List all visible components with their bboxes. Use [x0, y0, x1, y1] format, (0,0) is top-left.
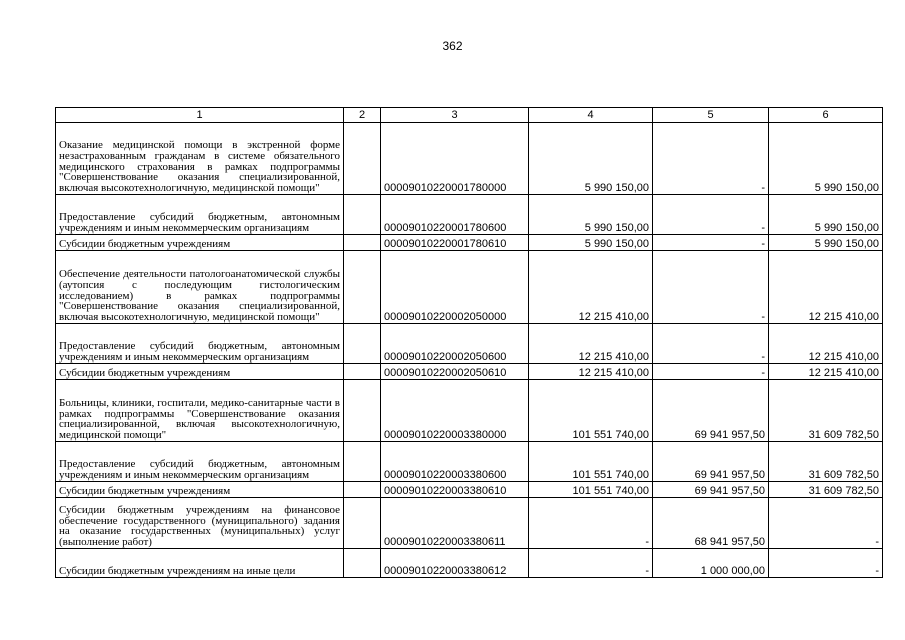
header-col-3: 3 [381, 108, 529, 123]
row-name: Субсидии бюджетным учреждениям [56, 235, 344, 251]
row-col6: 31 609 782,50 [769, 482, 883, 498]
row-col4: 12 215 410,00 [529, 324, 653, 364]
row-name: Предоставление субсидий бюджетным, автономным учреждениям и иным некоммерческим организациям [56, 442, 344, 482]
row-col2 [344, 251, 381, 324]
row-col6: 5 990 150,00 [769, 235, 883, 251]
row-name: Субсидии бюджетным учреждениям на иные цели [56, 549, 344, 578]
row-col6: 31 609 782,50 [769, 442, 883, 482]
row-col4: 101 551 740,00 [529, 442, 653, 482]
row-col6: - [769, 549, 883, 578]
row-col6: 12 215 410,00 [769, 364, 883, 380]
row-col5: 69 941 957,50 [653, 482, 769, 498]
row-code: 00009010220002050610 [381, 364, 529, 380]
row-code: 00009010220003380612 [381, 549, 529, 578]
row-col4: 5 990 150,00 [529, 235, 653, 251]
row-name: Субсидии бюджетным учреждениям [56, 364, 344, 380]
row-col5: - [653, 324, 769, 364]
row-col4: - [529, 549, 653, 578]
table-row [56, 442, 883, 482]
row-code: 00009010220002050000 [381, 251, 529, 324]
row-code: 00009010220001780600 [381, 195, 529, 235]
row-col6: 12 215 410,00 [769, 324, 883, 364]
row-name: Оказание медицинской помощи в экстренной форме незастрахованным гражданам в системе обязательного медицинского страхования в рамках подпрограммы "Совершенствование оказания специализированной, включая высокотехнологичную, медицинской помощи" [56, 123, 344, 195]
row-code: 00009010220003380611 [381, 498, 529, 549]
row-col6: 31 609 782,50 [769, 380, 883, 442]
table-row [56, 364, 883, 380]
row-col2 [344, 195, 381, 235]
row-col5: 68 941 957,50 [653, 498, 769, 549]
row-name: Предоставление субсидий бюджетным, автономным учреждениям и иным некоммерческим организациям [56, 324, 344, 364]
row-col2 [344, 123, 381, 195]
row-col2 [344, 235, 381, 251]
row-col2 [344, 442, 381, 482]
row-name: Предоставление субсидий бюджетным, автономным учреждениям и иным некоммерческим организациям [56, 195, 344, 235]
header-col-6: 6 [769, 108, 883, 123]
header-col-4: 4 [529, 108, 653, 123]
row-col5: 69 941 957,50 [653, 380, 769, 442]
table-header-row [56, 108, 883, 123]
row-col4: 101 551 740,00 [529, 380, 653, 442]
row-col6: 5 990 150,00 [769, 123, 883, 195]
row-col2 [344, 549, 381, 578]
row-name: Больницы, клиники, госпитали, медико-санитарные части в рамках подпрограммы "Совершенствование оказания специализированной, включая высокотехнологичную, медицинской помощи" [56, 380, 344, 442]
header-col-5: 5 [653, 108, 769, 123]
row-col4: 101 551 740,00 [529, 482, 653, 498]
row-name: Обеспечение деятельности патологоанатомической службы (аутопсия с последующим гистологическим исследованием) в рамках подпрограммы "Совершенствование оказания специализированной, включая высокотехнологичную, медицинской помощи" [56, 251, 344, 324]
row-col2 [344, 498, 381, 549]
row-col6: 12 215 410,00 [769, 251, 883, 324]
table-row [56, 123, 883, 195]
row-name: Субсидии бюджетным учреждениям на финансовое обеспечение государственного (муниципального) задания на оказание государственных (муниципальных) услуг (выполнение работ) [56, 498, 344, 549]
row-col5: - [653, 364, 769, 380]
page-number: 362 [442, 39, 463, 53]
row-col5: - [653, 195, 769, 235]
table-row [56, 324, 883, 364]
budget-table [55, 107, 883, 578]
row-code: 00009010220003380610 [381, 482, 529, 498]
row-col4: 12 215 410,00 [529, 364, 653, 380]
row-code: 00009010220001780000 [381, 123, 529, 195]
row-col4: 5 990 150,00 [529, 195, 653, 235]
row-col6: - [769, 498, 883, 549]
row-col4: 5 990 150,00 [529, 123, 653, 195]
header-col-1: 1 [56, 108, 344, 123]
table-row [56, 482, 883, 498]
header-col-2: 2 [344, 108, 381, 123]
row-col5: - [653, 251, 769, 324]
row-col4: 12 215 410,00 [529, 251, 653, 324]
table-row [56, 498, 883, 549]
row-col2 [344, 380, 381, 442]
table-row [56, 235, 883, 251]
row-name: Субсидии бюджетным учреждениям [56, 482, 344, 498]
row-col5: 69 941 957,50 [653, 442, 769, 482]
table-row [56, 195, 883, 235]
table-row [56, 251, 883, 324]
row-col2 [344, 324, 381, 364]
row-col5: - [653, 235, 769, 251]
row-col2 [344, 364, 381, 380]
table-row [56, 380, 883, 442]
row-code: 00009010220002050600 [381, 324, 529, 364]
row-code: 00009010220001780610 [381, 235, 529, 251]
row-code: 00009010220003380600 [381, 442, 529, 482]
row-code: 00009010220003380000 [381, 380, 529, 442]
row-col4: - [529, 498, 653, 549]
row-col2 [344, 482, 381, 498]
table-row [56, 549, 883, 578]
row-col5: - [653, 123, 769, 195]
row-col5: 1 000 000,00 [653, 549, 769, 578]
row-col6: 5 990 150,00 [769, 195, 883, 235]
